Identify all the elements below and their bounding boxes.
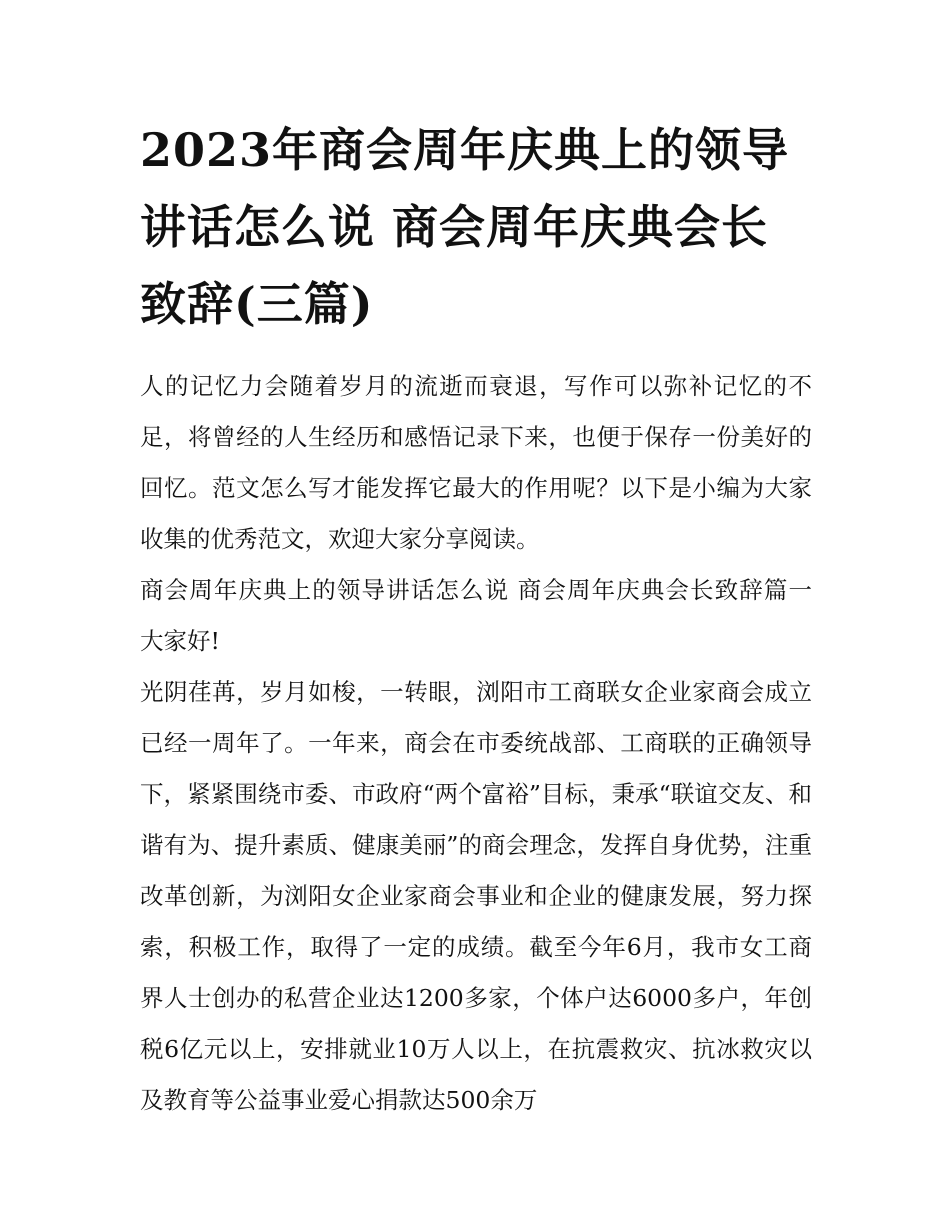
- document-title: 2023年商会周年庆典上的领导讲话怎么说 商会周年庆典会长致辞(三篇): [140, 123, 790, 331]
- document-page: [140, 112, 812, 1126]
- section-heading-paragraph: 商会周年庆典上的领导讲话怎么说 商会周年庆典会长致辞篇一 大家好!: [140, 576, 812, 655]
- document-body: [140, 361, 812, 1126]
- intro-paragraph: 人的记忆力会随着岁月的流逝而衰退，写作可以弥补记忆的不足，将曾经的人生经历和感悟记录下来，也便于保存一份美好的回忆。范文怎么写才能发挥它最大的作用呢？以下是小编为大家收集的优秀范文，欢迎大家分享阅读。: [140, 372, 812, 553]
- speech-paragraph: 光阴荏苒，岁月如梭，一转眼，浏阳市工商联女企业家商会成立已经一周年了。一年来，商会在市委统战部、工商联的正确领导下，紧紧围绕市委、市政府“两个富裕”目标，秉承“联谊交友、和谐有为、提升素质、健康美丽”的商会理念，发挥自身优势，注重改革创新，为浏阳女企业家商会事业和企业的健康发展，努力探索，积极工作，取得了一定的成绩。截至今年6月，我市女工商界人士创办的私营企业达1200多家，个体户达6000多户，年创税6亿元以上，安排就业10万人以上，在抗震救灾、抗冰救灾以及教育等公益事业爱心捐款达500余万: [140, 678, 812, 1114]
